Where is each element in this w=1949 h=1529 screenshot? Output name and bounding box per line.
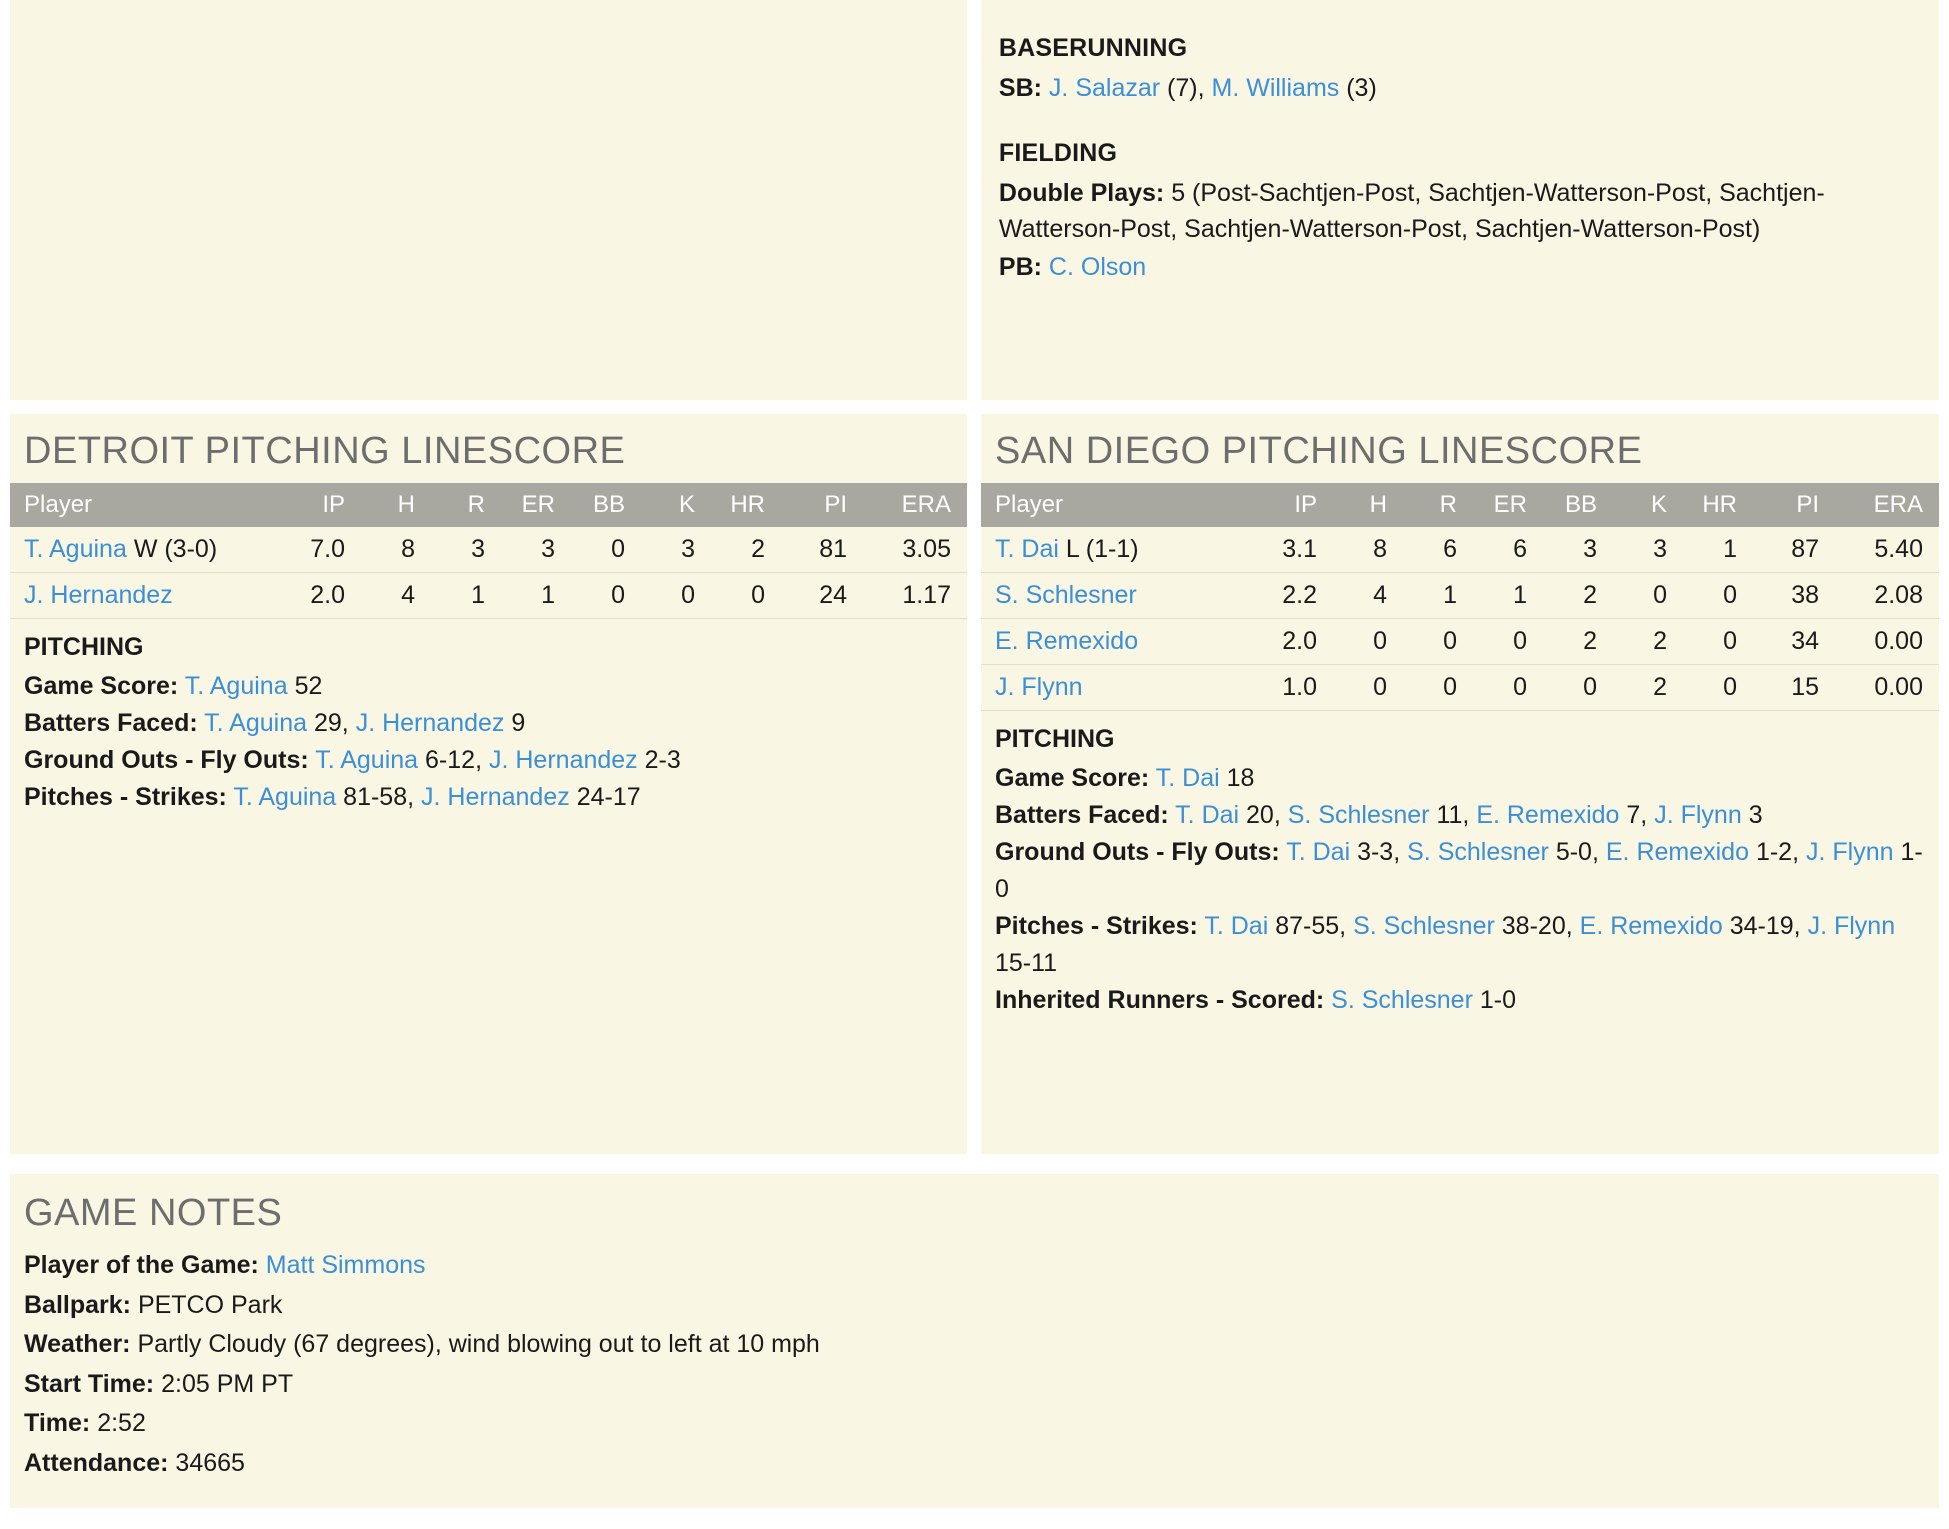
sb-count-1: (7) <box>1167 74 1198 103</box>
note-attendance <box>24 1445 1925 1483</box>
cell-ip: 1.0 <box>1241 665 1323 711</box>
sep: , <box>1591 838 1599 866</box>
sep: , <box>1462 801 1470 829</box>
game-notes-panel <box>10 1174 1939 1508</box>
detroit-pitching-panel <box>10 414 967 1154</box>
note-value: 2:52 <box>97 1409 146 1437</box>
pitches-strikes-value-1: 87-55 <box>1275 912 1340 940</box>
cell-bb: 2 <box>1533 619 1603 665</box>
ground-fly-player-4[interactable]: J. Flynn <box>1806 838 1894 866</box>
cell-r: 0 <box>1393 619 1463 665</box>
batters-faced-player-2[interactable]: J. Hernandez <box>355 709 505 737</box>
sb-comma: , <box>1197 74 1205 103</box>
game-notes-title: GAME NOTES <box>24 1192 283 1234</box>
cell-hr: 1 <box>1673 527 1743 573</box>
game-score-player[interactable]: T. Aguina <box>184 672 288 700</box>
sep: , <box>1393 838 1401 866</box>
ground-fly-line <box>24 742 953 779</box>
note-value-link[interactable]: Matt Simmons <box>265 1251 426 1279</box>
note-label: Ballpark: <box>24 1290 131 1319</box>
col-r: R <box>1393 483 1463 527</box>
cell-er: 0 <box>1463 619 1533 665</box>
cell-er: 3 <box>491 527 561 573</box>
col-pi: PI <box>1743 483 1825 527</box>
cell-pi: 24 <box>771 573 853 619</box>
cell-era: 3.05 <box>853 527 967 573</box>
ground-fly-value-3: 1-2 <box>1755 838 1793 866</box>
ground-fly-value-4: 1-0 <box>995 838 1923 903</box>
col-player: Player <box>981 483 1241 527</box>
game-score-label: Game Score: <box>995 764 1150 792</box>
cell-hr: 0 <box>1673 665 1743 711</box>
batters-faced-value-1: 29 <box>313 709 342 737</box>
fielding-title: FIELDING <box>998 138 1118 167</box>
batters-faced-line <box>995 797 1925 834</box>
sep: , <box>1273 801 1281 829</box>
ground-fly-player-2[interactable]: J. Hernandez <box>488 746 638 774</box>
pitcher-link[interactable]: S. Schlesner <box>995 581 1137 609</box>
col-er: ER <box>1463 483 1533 527</box>
sb-player-2[interactable]: M. Williams <box>1211 74 1340 103</box>
pitching-linescores-row <box>0 414 1949 1154</box>
pitches-strikes-value-2: 38-20 <box>1501 912 1566 940</box>
baserunning-fielding-panel <box>981 0 1939 400</box>
note-weather <box>24 1326 1925 1364</box>
passed-ball-line <box>999 249 1921 285</box>
sep: , <box>341 709 349 737</box>
pitches-strikes-line <box>24 779 953 816</box>
pitches-strikes-value-1: 81-58 <box>343 783 408 811</box>
inherited-runners-label: Inherited Runners - Scored: <box>995 986 1325 1014</box>
sandiego-pitching-panel <box>981 414 1939 1154</box>
sep: , <box>1339 912 1347 940</box>
pitcher-name-cell <box>10 573 269 619</box>
cell-er: 1 <box>1463 573 1533 619</box>
game-score-value: 52 <box>294 672 323 700</box>
cell-hr: 0 <box>1673 619 1743 665</box>
table-row <box>981 619 1939 665</box>
cell-hr: 0 <box>1673 573 1743 619</box>
table-header-row <box>981 483 1939 527</box>
ground-fly-player-1[interactable]: T. Aguina <box>315 746 419 774</box>
cell-pi: 38 <box>1743 573 1825 619</box>
game-score-value: 18 <box>1226 764 1255 792</box>
sep: , <box>1565 912 1573 940</box>
sb-player-1[interactable]: J. Salazar <box>1048 74 1161 103</box>
table-row <box>981 527 1939 573</box>
pitches-strikes-label: Pitches - Strikes: <box>995 912 1198 940</box>
pitching-subtitle: PITCHING <box>995 725 1115 753</box>
cell-r: 6 <box>1393 527 1463 573</box>
section-spacer <box>999 109 1921 135</box>
col-r: R <box>421 483 491 527</box>
cell-era: 5.40 <box>1825 527 1939 573</box>
game-notes-row <box>0 1174 1949 1508</box>
batters-faced-label: Batters Faced: <box>24 709 198 737</box>
cell-bb: 0 <box>561 573 631 619</box>
top-row <box>0 0 1949 400</box>
note-value: 34665 <box>175 1448 245 1477</box>
note-value: 2:05 PM PT <box>161 1369 294 1398</box>
cell-k: 0 <box>1603 573 1673 619</box>
cell-ip: 2.0 <box>269 573 351 619</box>
sandiego-pitching-table <box>981 483 1939 711</box>
ground-fly-value-1: 3-3 <box>1357 838 1394 866</box>
table-header-row <box>10 483 967 527</box>
pitcher-name-cell <box>981 573 1241 619</box>
col-era: ERA <box>1825 483 1939 527</box>
pitcher-name-cell <box>981 527 1241 573</box>
cell-r: 3 <box>421 527 491 573</box>
note-value: Partly Cloudy (67 degrees), wind blowing out to left at 10 mph <box>137 1330 820 1358</box>
pitcher-decision: L (1-1) <box>1065 535 1139 563</box>
cell-h: 8 <box>1323 527 1393 573</box>
pitches-strikes-player-1[interactable]: T. Aguina <box>233 783 337 811</box>
inherited-runners-player[interactable]: S. Schlesner <box>1331 986 1473 1014</box>
game-score-player[interactable]: T. Dai <box>1155 764 1220 792</box>
sandiego-pitching-notes <box>981 711 1939 1019</box>
pitches-strikes-player-3[interactable]: E. Remexido <box>1579 912 1723 940</box>
double-plays-value: 5 (Post-Sachtjen-Post, Sachtjen-Watterson-Post, Sachtjen-Watterson-Post, Sachtjen-Watterson-Post, Sachtjen-Watterson-Post) <box>998 178 1825 243</box>
batters-faced-line <box>24 705 953 742</box>
note-label: Weather: <box>24 1330 131 1358</box>
pitcher-link[interactable]: E. Remexido <box>995 627 1139 655</box>
pitching-subtitle: PITCHING <box>24 633 144 661</box>
cell-era: 0.00 <box>1825 619 1939 665</box>
cell-pi: 34 <box>1743 619 1825 665</box>
pitches-strikes-value-3: 34-19 <box>1729 912 1794 940</box>
batters-faced-value-2: 9 <box>511 709 526 737</box>
cell-er: 0 <box>1463 665 1533 711</box>
col-k: K <box>1603 483 1673 527</box>
cell-bb: 0 <box>561 527 631 573</box>
pb-player[interactable]: C. Olson <box>1048 253 1147 282</box>
col-k: K <box>631 483 701 527</box>
batters-faced-player-1[interactable]: T. Aguina <box>204 709 308 737</box>
col-h: H <box>1323 483 1393 527</box>
table-row <box>981 573 1939 619</box>
batters-faced-player-2[interactable]: S. Schlesner <box>1287 801 1430 829</box>
pitches-strikes-player-4[interactable]: J. Flynn <box>1807 912 1896 940</box>
cell-r: 0 <box>1393 665 1463 711</box>
pitches-strikes-line <box>995 908 1925 982</box>
batters-faced-value-1: 20 <box>1246 801 1274 829</box>
pitches-strikes-player-2[interactable]: J. Hernandez <box>421 783 570 811</box>
ground-fly-player-2[interactable]: S. Schlesner <box>1407 838 1549 866</box>
pitcher-name-cell <box>981 665 1241 711</box>
ground-fly-player-3[interactable]: E. Remexido <box>1605 838 1749 866</box>
batters-faced-value-4: 3 <box>1748 801 1763 829</box>
cell-era: 0.00 <box>1825 665 1939 711</box>
note-label: Attendance: <box>24 1448 169 1477</box>
col-bb: BB <box>1533 483 1603 527</box>
ground-fly-line <box>995 834 1925 908</box>
ground-fly-label: Ground Outs - Fly Outs: <box>24 746 309 774</box>
detroit-pitching-notes <box>10 619 967 816</box>
sep: , <box>1792 838 1800 866</box>
game-score-line <box>995 760 1925 797</box>
cell-ip: 7.0 <box>269 527 351 573</box>
cell-era: 2.08 <box>1825 573 1939 619</box>
cell-h: 8 <box>351 527 421 573</box>
pb-label: PB: <box>998 253 1042 282</box>
ground-fly-value-2: 5-0 <box>1555 838 1592 866</box>
pitcher-link[interactable]: J. Hernandez <box>24 581 173 609</box>
table-row <box>10 527 967 573</box>
pitches-strikes-value-4: 15-11 <box>995 949 1058 977</box>
inherited-runners-line <box>995 982 1925 1019</box>
cell-k: 0 <box>631 573 701 619</box>
cell-ip: 2.2 <box>1241 573 1323 619</box>
sep: , <box>1793 912 1801 940</box>
col-bb: BB <box>561 483 631 527</box>
baserunning-title: BASERUNNING <box>998 34 1188 62</box>
cell-bb: 3 <box>1533 527 1603 573</box>
col-pi: PI <box>771 483 853 527</box>
col-era: ERA <box>853 483 967 527</box>
cell-bb: 0 <box>1533 665 1603 711</box>
sb-count-2: (3) <box>1346 74 1377 103</box>
cell-k: 3 <box>631 527 701 573</box>
ground-fly-player-1[interactable]: T. Dai <box>1286 838 1351 866</box>
pitcher-link[interactable]: J. Flynn <box>995 673 1083 701</box>
sep: , <box>475 746 483 774</box>
col-ip: IP <box>269 483 351 527</box>
batters-faced-value-3: 7 <box>1626 801 1641 829</box>
sep: , <box>1640 801 1648 829</box>
table-row <box>981 665 1939 711</box>
ground-fly-value-1: 6-12 <box>425 746 476 774</box>
inherited-runners-value: 1-0 <box>1479 986 1517 1014</box>
batters-faced-label: Batters Faced: <box>995 801 1169 829</box>
pitches-strikes-label: Pitches - Strikes: <box>24 783 227 811</box>
cell-h: 4 <box>351 573 421 619</box>
detroit-pitching-table <box>10 483 967 619</box>
batters-faced-player-4[interactable]: J. Flynn <box>1654 801 1742 829</box>
cell-er: 1 <box>491 573 561 619</box>
cell-bb: 2 <box>1533 573 1603 619</box>
cell-ip: 3.1 <box>1241 527 1323 573</box>
batters-faced-player-1[interactable]: T. Dai <box>1175 801 1240 829</box>
double-plays-label: Double Plays: <box>998 178 1165 207</box>
game-score-label: Game Score: <box>24 672 179 700</box>
note-ballpark <box>24 1287 1925 1325</box>
baserunning-sb-line <box>999 70 1921 106</box>
pitcher-name-cell <box>10 527 269 573</box>
cell-pi: 81 <box>771 527 853 573</box>
pitches-strikes-player-1[interactable]: T. Dai <box>1204 912 1269 940</box>
ground-fly-value-2: 2-3 <box>644 746 681 774</box>
cell-era: 1.17 <box>853 573 967 619</box>
detroit-panel-title: DETROIT PITCHING LINESCORE <box>24 430 626 472</box>
batters-faced-value-2: 11 <box>1436 801 1463 829</box>
cell-h: 0 <box>1323 619 1393 665</box>
ground-fly-label: Ground Outs - Fly Outs: <box>995 838 1280 866</box>
pitches-strikes-value-2: 24-17 <box>576 783 641 811</box>
col-er: ER <box>491 483 561 527</box>
cell-hr: 2 <box>701 527 771 573</box>
cell-h: 0 <box>1323 665 1393 711</box>
col-ip: IP <box>1241 483 1323 527</box>
pitcher-link[interactable]: T. Dai <box>995 535 1059 563</box>
cell-r: 1 <box>1393 573 1463 619</box>
cell-h: 4 <box>1323 573 1393 619</box>
note-label: Time: <box>24 1409 91 1437</box>
pitcher-decision: W (3-0) <box>133 535 218 563</box>
note-label: Start Time: <box>24 1369 155 1398</box>
cell-er: 6 <box>1463 527 1533 573</box>
sb-label: SB: <box>998 74 1042 103</box>
sandiego-panel-title: SAN DIEGO PITCHING LINESCORE <box>995 430 1643 472</box>
note-time <box>24 1405 1925 1443</box>
top-left-empty-panel <box>10 0 967 400</box>
cell-hr: 0 <box>701 573 771 619</box>
note-value: PETCO Park <box>137 1290 283 1319</box>
cell-r: 1 <box>421 573 491 619</box>
cell-pi: 15 <box>1743 665 1825 711</box>
pitcher-name-cell <box>981 619 1241 665</box>
game-score-line <box>24 668 953 705</box>
sep: , <box>407 783 415 811</box>
note-start-time <box>24 1366 1925 1404</box>
pitcher-link[interactable]: T. Aguina <box>24 535 127 563</box>
cell-k: 3 <box>1603 527 1673 573</box>
cell-ip: 2.0 <box>1241 619 1323 665</box>
col-hr: HR <box>701 483 771 527</box>
col-hr: HR <box>1673 483 1743 527</box>
table-row <box>10 573 967 619</box>
double-plays-line <box>999 175 1921 248</box>
batters-faced-player-3[interactable]: E. Remexido <box>1476 801 1620 829</box>
note-player-of-the-game <box>24 1247 1925 1285</box>
cell-k: 2 <box>1603 665 1673 711</box>
cell-pi: 87 <box>1743 527 1825 573</box>
pitches-strikes-player-2[interactable]: S. Schlesner <box>1353 912 1495 940</box>
col-player: Player <box>10 483 269 527</box>
note-label: Player of the Game: <box>24 1251 259 1279</box>
col-h: H <box>351 483 421 527</box>
cell-k: 2 <box>1603 619 1673 665</box>
